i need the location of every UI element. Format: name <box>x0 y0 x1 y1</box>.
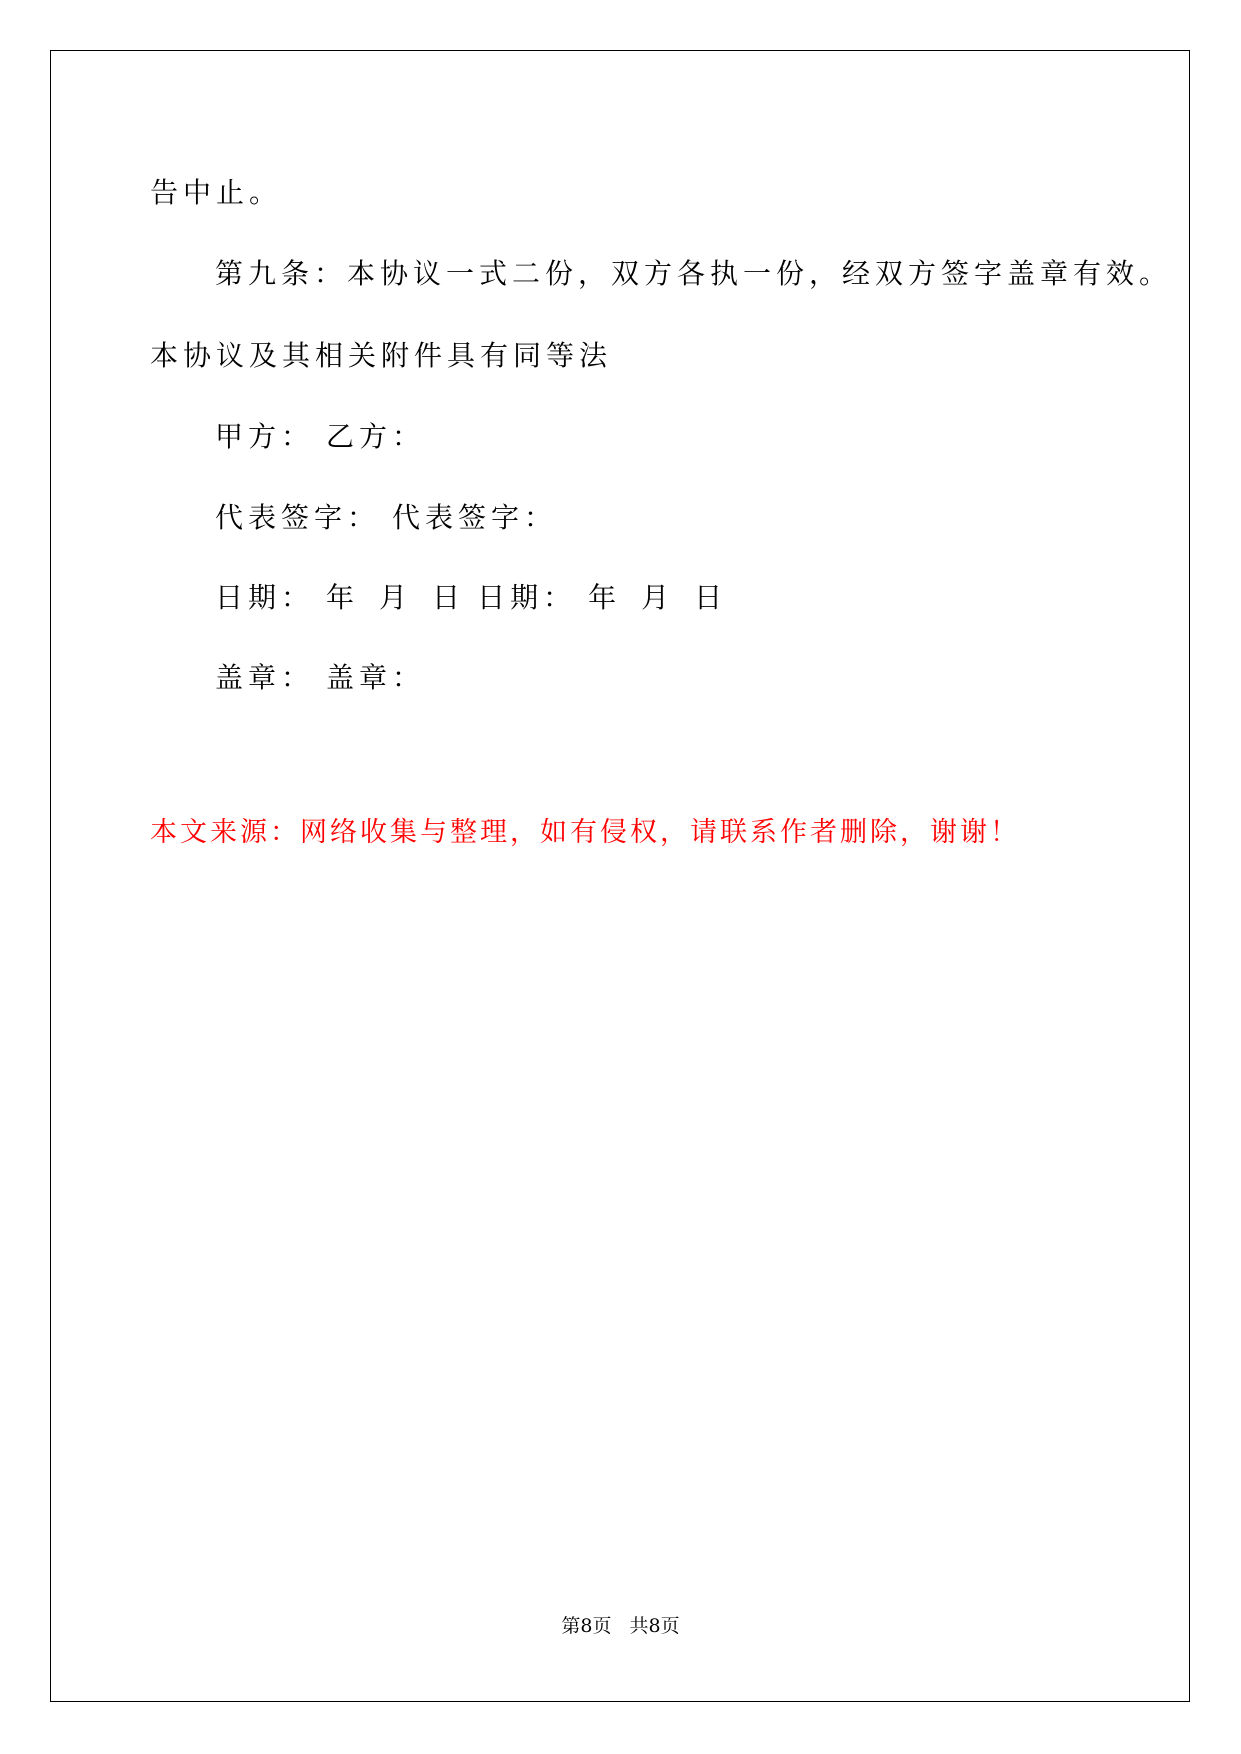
rep-b-label: 代表签字： <box>392 501 558 534</box>
body-line-3: 本协议及其相关附件具有同等法 <box>150 339 613 372</box>
seal-a-label: 盖章： <box>215 661 315 694</box>
page-border <box>50 50 1190 1702</box>
date-b-label: 日期： <box>477 581 577 614</box>
seal-row <box>215 660 425 696</box>
date-a-day: 日 <box>432 581 466 614</box>
date-b-month: 月 <box>641 581 675 614</box>
date-b-year: 年 <box>588 581 622 614</box>
representative-row <box>215 500 557 536</box>
party-a-label: 甲方： <box>215 420 315 453</box>
date-a-label: 日期： <box>215 581 315 614</box>
rep-a-label: 代表签字： <box>215 501 381 534</box>
date-b-day: 日 <box>694 581 728 614</box>
body-line-1: 告中止。 <box>150 176 283 209</box>
date-row <box>215 580 727 616</box>
party-row <box>215 419 425 455</box>
date-a-year: 年 <box>326 581 360 614</box>
party-b-label: 乙方： <box>326 420 426 453</box>
article-nine: 第九条：本协议一式二份，双方各执一份，经双方签字盖章有效。 <box>215 257 1173 290</box>
page-footer <box>0 1614 1241 1638</box>
page-total: 共8页 <box>629 1615 680 1637</box>
source-notice: 本文来源：网络收集与整理，如有侵权，请联系作者删除，谢谢！ <box>150 817 1020 848</box>
seal-b-label: 盖章： <box>326 661 426 694</box>
date-a-month: 月 <box>379 581 413 614</box>
page-number: 第8页 <box>561 1615 612 1637</box>
